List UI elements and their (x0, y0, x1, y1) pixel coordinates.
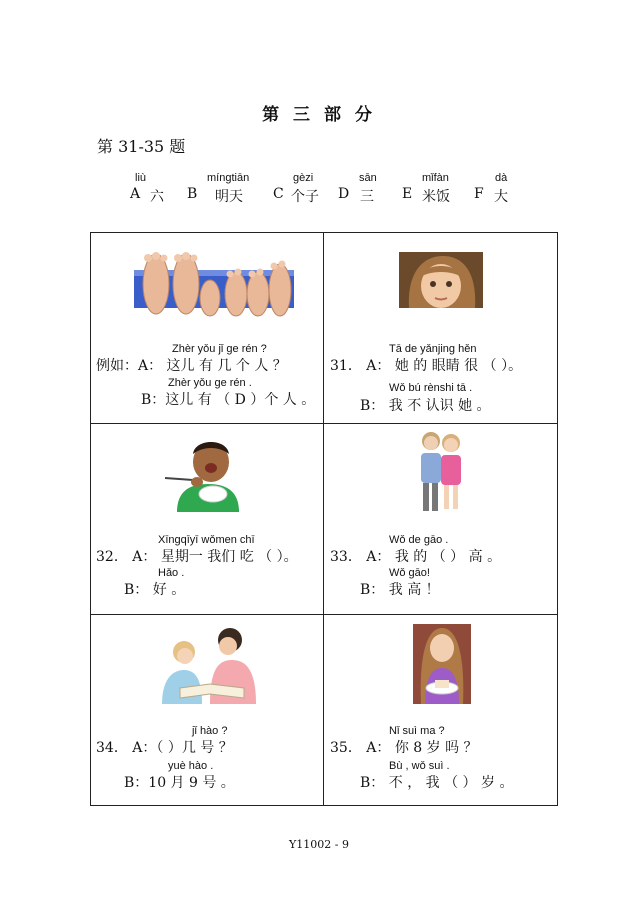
option-letter: F (474, 186, 484, 202)
mother-child-reading-image (158, 624, 256, 704)
q33-line-b: B： 我 高 ！ (360, 582, 440, 598)
q31-pinyin-a: Tā de yǎnjing hěn (389, 343, 477, 355)
q34-line-b: B：10 月 9 号 。 (124, 775, 235, 791)
boy-eating-image (163, 432, 253, 512)
q32-line-a: 32． A： 星期一 我们 吃 （ ）。 (96, 549, 298, 565)
option-word: 个子 (291, 189, 319, 205)
option-letter: C (273, 186, 284, 202)
grid-divider-row-2 (90, 614, 558, 615)
answer-options (130, 172, 530, 208)
option-word: 六 (150, 189, 164, 205)
q31-line-a: 31． A： 她 的 眼睛 很 （ ）。 (330, 358, 523, 374)
q34-line-a: 34． A：（ ）几 号 ？ (96, 740, 233, 756)
option-pinyin: míngtiān (207, 172, 250, 184)
q32-pinyin-b: Hǎo . (158, 567, 185, 579)
option-pinyin: sān (359, 172, 377, 184)
q35-pinyin-b: Bù , wǒ suì . (389, 760, 450, 772)
option-pinyin: dà (495, 172, 508, 184)
q31-line-b: B： 我 不 认识 她 。 (360, 398, 491, 414)
q32-pinyin-a: Xīngqīyī wǒmen chī (158, 534, 255, 546)
question-grid (90, 232, 558, 806)
q33-pinyin-b: Wǒ gāo! (389, 567, 430, 579)
q33-line-a: 33． A： 我 的 （ ） 高 。 (330, 549, 502, 565)
grid-divider-vertical (323, 232, 324, 806)
two-children-image (413, 429, 469, 517)
option-pinyin: liù (135, 172, 147, 184)
girl-face-image (399, 252, 483, 308)
section-title: 第 三 部 分 (262, 105, 376, 125)
q35-pinyin-a: Nǐ suì ma ? (389, 725, 445, 737)
option-letter: B (187, 186, 198, 202)
q32-line-b: B： 好 。 (124, 582, 186, 598)
question-range: 第 31-35 题 (97, 137, 186, 156)
option-word: 大 (494, 189, 508, 205)
q35-line-a: 35． A： 你 8 岁 吗 ？ (330, 740, 478, 756)
q34-pinyin-b: yuè hào . (168, 760, 214, 772)
page-footer: Y11002 - 9 (289, 838, 349, 851)
q35-line-b: B： 不 ， 我 （ ） 岁 。 (360, 775, 514, 791)
grid-divider-row-1 (90, 423, 558, 424)
q31-pinyin-b: Wǒ bú rènshi tā . (389, 382, 473, 394)
example-pinyin-b: Zhèr yǒu ge rén . (168, 377, 252, 389)
option-pinyin: gèzi (293, 172, 314, 184)
q33-pinyin-a: Wǒ de gāo . (389, 534, 449, 546)
option-letter: A (130, 186, 141, 202)
example-line-a: 例如：A： 这儿 有 几 个 人 ？ (96, 358, 287, 374)
girl-cake-image (413, 624, 471, 704)
example-line-b: B：这儿 有 （ D ）个 人 。 (141, 392, 316, 408)
option-word: 三 (360, 189, 374, 205)
option-pinyin: mǐfàn (422, 172, 449, 184)
option-letter: D (338, 186, 350, 202)
q34-pinyin-a: jǐ hào ? (192, 725, 228, 737)
example-pinyin-a: Zhèr yǒu jǐ ge rén ? (172, 343, 267, 355)
option-word: 明天 (215, 189, 243, 205)
option-word: 米饭 (422, 189, 450, 205)
option-letter: E (402, 186, 413, 202)
option-b (187, 172, 277, 208)
feet-image (134, 250, 294, 318)
option-f (474, 172, 564, 208)
